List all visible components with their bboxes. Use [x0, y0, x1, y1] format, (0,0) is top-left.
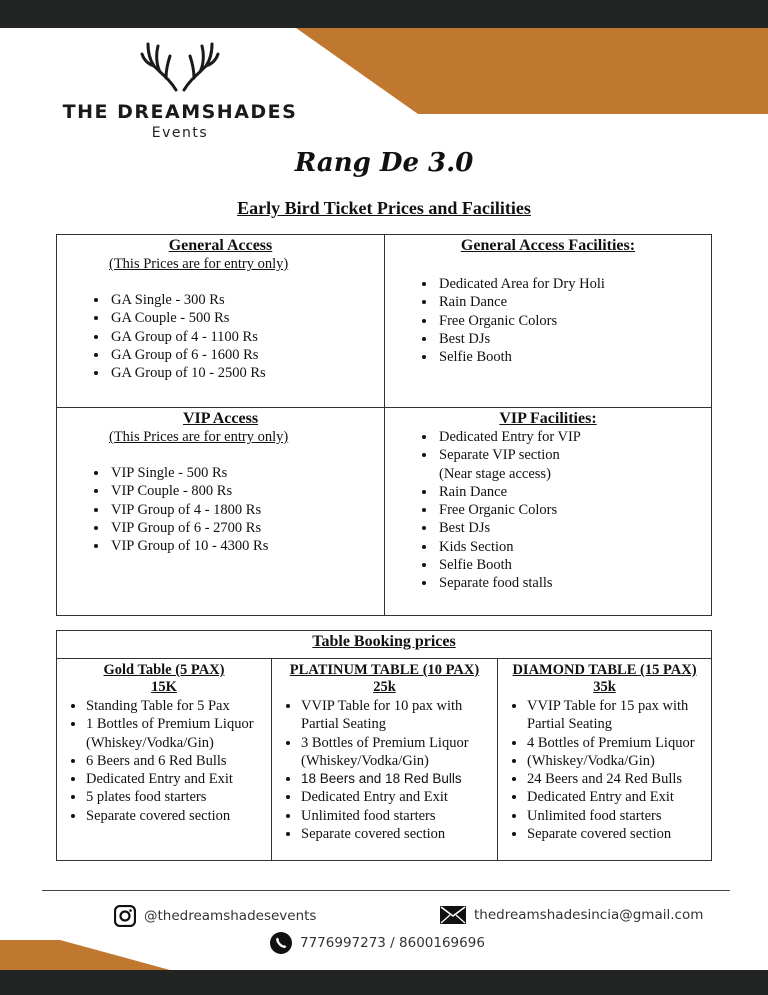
- ticket-prices-table: [56, 234, 712, 616]
- list-item: • Dedicated Entry and Exit: [301, 788, 497, 806]
- list-item: • Separate VIP section: [437, 446, 711, 464]
- instagram-handle[interactable]: @thedreamshadesevents: [144, 908, 317, 924]
- list-item: • 3 Bottles of Premium Liquor (Whiskey/Vodka/Gin): [301, 734, 497, 771]
- general-access-note: (This Prices are for entry only): [109, 256, 289, 272]
- list-item: • Dedicated Area for Dry Holi: [437, 275, 711, 293]
- list-item: • Separate covered section: [86, 807, 271, 825]
- brand-name: THE DREAMSHADES: [62, 101, 298, 123]
- vip-facilities-cell: [385, 408, 712, 616]
- brand-subtitle: Events: [151, 125, 209, 141]
- list-item: • Unlimited food starters: [301, 807, 497, 825]
- list-item: • Free Organic Colors: [437, 312, 711, 330]
- top-bar: [0, 0, 768, 28]
- list-item: • 4 Bottles of Premium Liquor: [527, 734, 711, 752]
- list-item: • Rain Dance: [437, 483, 711, 501]
- gold-table-price: 15K: [151, 679, 177, 695]
- general-access-list: [57, 291, 384, 382]
- instagram-icon: [114, 905, 136, 927]
- vip-facilities-list: [385, 428, 711, 593]
- list-item: • Selfie Booth: [437, 556, 711, 574]
- instagram-contact[interactable]: [114, 905, 316, 927]
- orange-corner-top: [290, 28, 768, 114]
- antlers-icon: [140, 40, 220, 92]
- list-item: • 1 Bottles of Premium Liquor (Whiskey/Vodka/Gin): [86, 715, 271, 752]
- diamond-table-price: 35k: [593, 679, 616, 695]
- vip-access-cell: [57, 408, 385, 616]
- list-item: • VIP Group of 6 - 2700 Rs: [109, 519, 384, 537]
- list-item: • 24 Beers and 24 Red Bulls: [527, 770, 711, 788]
- list-item: • VIP Group of 10 - 4300 Rs: [109, 537, 384, 555]
- list-item: • Separate covered section: [301, 825, 497, 843]
- list-item: • Free Organic Colors: [437, 501, 711, 519]
- table-booking-title: Table Booking prices: [312, 633, 456, 650]
- list-item: • Kids Section: [437, 538, 711, 556]
- vip-facilities-title: VIP Facilities:: [499, 410, 597, 427]
- list-item: • 6 Beers and 6 Red Bulls: [86, 752, 271, 770]
- diamond-table-title: DIAMOND TABLE (15 PAX): [512, 662, 697, 678]
- list-item: • (Whiskey/Vodka/Gin): [527, 752, 711, 770]
- vip-access-note: (This Prices are for entry only): [109, 429, 289, 445]
- general-facilities-title: General Access Facilities:: [460, 237, 636, 254]
- general-access-cell: [57, 235, 385, 408]
- platinum-table-list: [272, 697, 497, 843]
- list-item: • VVIP Table for 15 pax with Partial Seating: [527, 697, 711, 734]
- list-item: • GA Couple - 500 Rs: [109, 309, 384, 327]
- phone-contact[interactable]: [270, 932, 485, 954]
- general-access-title: General Access: [168, 237, 273, 254]
- list-item: • GA Group of 10 - 2500 Rs: [109, 364, 384, 382]
- diamond-table-list: [498, 697, 711, 843]
- table-booking-header-cell: [57, 631, 712, 659]
- diamond-table-cell: [498, 659, 712, 861]
- page-subtitle: Early Bird Ticket Prices and Facilities: [237, 198, 531, 218]
- list-item: • Dedicated Entry for VIP: [437, 428, 711, 446]
- list-item: • Separate food stalls: [437, 574, 711, 592]
- platinum-table-title: PLATINUM TABLE (10 PAX): [289, 662, 480, 678]
- list-item: • Unlimited food starters: [527, 807, 711, 825]
- list-item: • GA Group of 4 - 1100 Rs: [109, 328, 384, 346]
- list-item: • 18 Beers and 18 Red Bulls: [301, 770, 497, 788]
- gold-table-list: [57, 697, 271, 825]
- envelope-icon: [440, 905, 466, 925]
- bottom-bar: [0, 970, 768, 995]
- list-item: • Best DJs: [437, 519, 711, 537]
- list-item: • Dedicated Entry and Exit: [86, 770, 271, 788]
- list-item: • Best DJs: [437, 330, 711, 348]
- list-item: (Near stage access): [439, 465, 551, 482]
- gold-table-title: Gold Table (5 PAX): [103, 662, 225, 678]
- list-item: • GA Group of 6 - 1600 Rs: [109, 346, 384, 364]
- list-item: • VIP Group of 4 - 1800 Rs: [109, 501, 384, 519]
- list-item: • VVIP Table for 10 pax with Partial Seating: [301, 697, 497, 734]
- vip-access-title: VIP Access: [182, 410, 259, 427]
- vip-access-list: [57, 464, 384, 555]
- list-item: • Selfie Booth: [437, 348, 711, 366]
- event-title: Rang De 3.0: [294, 148, 474, 178]
- phone-icon: [270, 932, 292, 954]
- list-item: • Rain Dance: [437, 293, 711, 311]
- list-item: • VIP Couple - 800 Rs: [109, 482, 384, 500]
- brand-logo: [60, 40, 300, 141]
- phone-numbers[interactable]: 7776997273 / 8600169696: [300, 935, 485, 951]
- email-address[interactable]: thedreamshadesincia@gmail.com: [474, 907, 704, 923]
- platinum-table-cell: [272, 659, 498, 861]
- footer-divider: [42, 890, 730, 891]
- orange-corner-bottom: [0, 940, 170, 970]
- list-item: • Standing Table for 5 Pax: [86, 697, 271, 715]
- platinum-table-price: 25k: [373, 679, 396, 695]
- list-item: • Dedicated Entry and Exit: [527, 788, 711, 806]
- table-booking-table: [56, 630, 712, 861]
- email-contact[interactable]: [440, 905, 703, 925]
- list-item: • Separate covered section: [527, 825, 711, 843]
- gold-table-cell: [57, 659, 272, 861]
- list-item: • 5 plates food starters: [86, 788, 271, 806]
- general-facilities-cell: [385, 235, 712, 408]
- list-item: • VIP Single - 500 Rs: [109, 464, 384, 482]
- list-item: • GA Single - 300 Rs: [109, 291, 384, 309]
- general-facilities-list: [385, 275, 711, 366]
